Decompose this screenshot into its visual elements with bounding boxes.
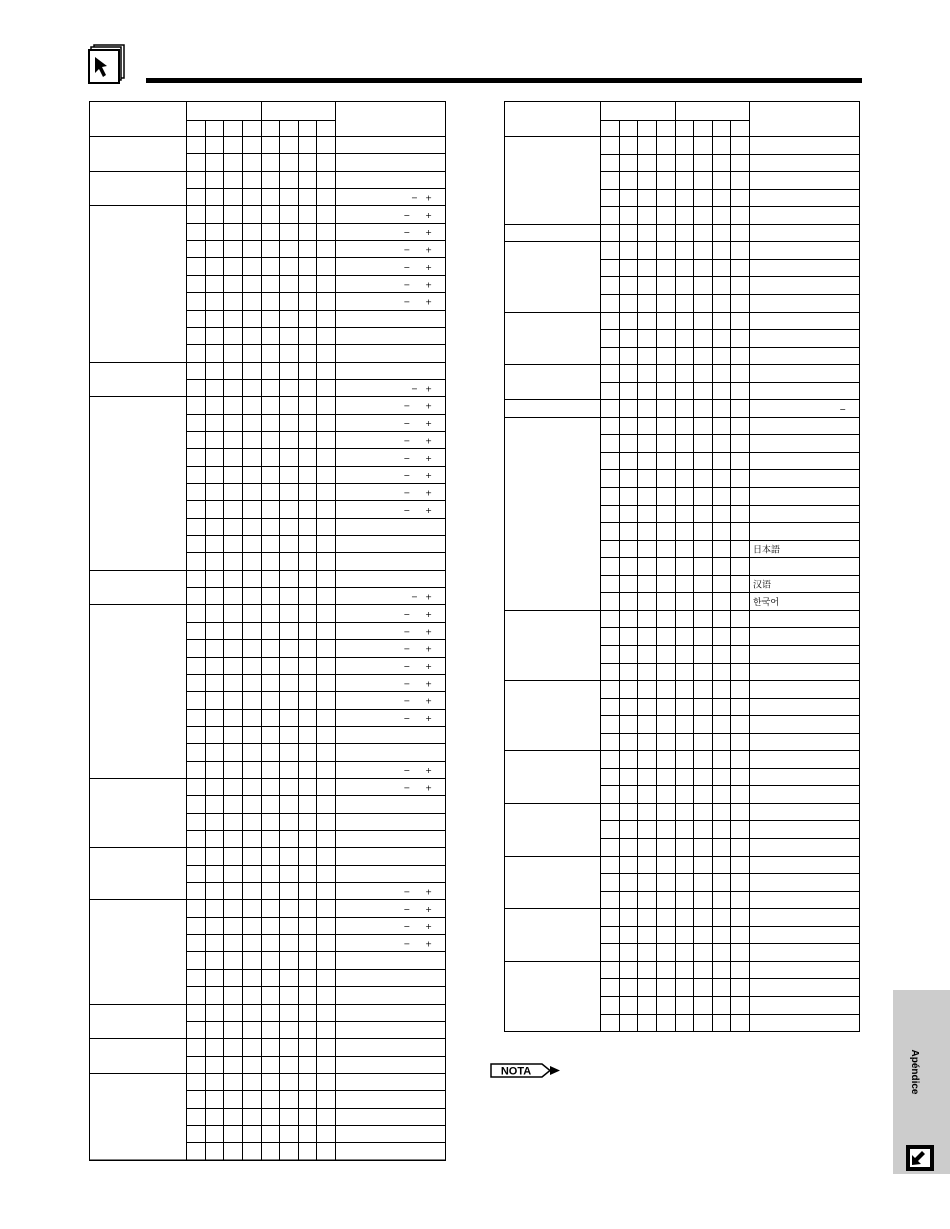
left-spec-table [89, 101, 447, 1162]
left-sign-mark: − + [403, 505, 432, 515]
left-sign-mark: − + [403, 904, 432, 914]
left-sign-mark: − + [403, 679, 432, 689]
left-sign-mark: − + [403, 419, 432, 429]
left-sign-mark: − + [410, 193, 432, 203]
left-sign-mark: − + [403, 471, 432, 481]
right-sign-mark: − [839, 404, 846, 414]
left-sign-mark: − + [403, 783, 432, 793]
chapter-icon [88, 44, 126, 84]
left-sign-mark: − + [403, 644, 432, 654]
left-sign-mark: − + [403, 939, 432, 949]
left-sign-mark: − + [403, 297, 432, 307]
left-sign-mark: − + [403, 714, 432, 724]
nota-badge [490, 1063, 562, 1078]
appendix-icon [906, 1145, 934, 1171]
header-rule [146, 78, 862, 83]
right-language-label: 汉语 [753, 579, 772, 590]
side-tab-label: Apéndice [909, 1049, 920, 1095]
left-sign-mark: − + [403, 228, 432, 238]
right-language-label: 日本語 [753, 544, 781, 555]
left-sign-mark: − + [403, 627, 432, 637]
left-sign-mark: − + [403, 245, 432, 255]
left-sign-mark: − + [403, 887, 432, 897]
left-table-grid [89, 101, 447, 1162]
left-sign-mark: − + [403, 922, 432, 932]
left-sign-mark: − + [403, 401, 432, 411]
left-sign-mark: − + [403, 436, 432, 446]
left-sign-mark: − + [403, 661, 432, 671]
left-sign-mark: − + [403, 488, 432, 498]
left-sign-mark: − + [410, 384, 432, 394]
nota-label: NOTA [500, 1065, 532, 1078]
left-sign-mark: − + [403, 609, 432, 619]
left-sign-mark: − + [410, 592, 432, 602]
left-sign-mark: − + [403, 262, 432, 272]
right-language-label: 한국어 [753, 596, 780, 607]
left-sign-mark: − + [403, 453, 432, 463]
left-sign-mark: − + [403, 210, 432, 220]
left-sign-mark: − + [403, 696, 432, 706]
left-sign-mark: − + [403, 280, 432, 290]
left-sign-mark: − + [403, 766, 432, 776]
right-spec-table [504, 101, 861, 1033]
right-table-grid [504, 101, 861, 1033]
